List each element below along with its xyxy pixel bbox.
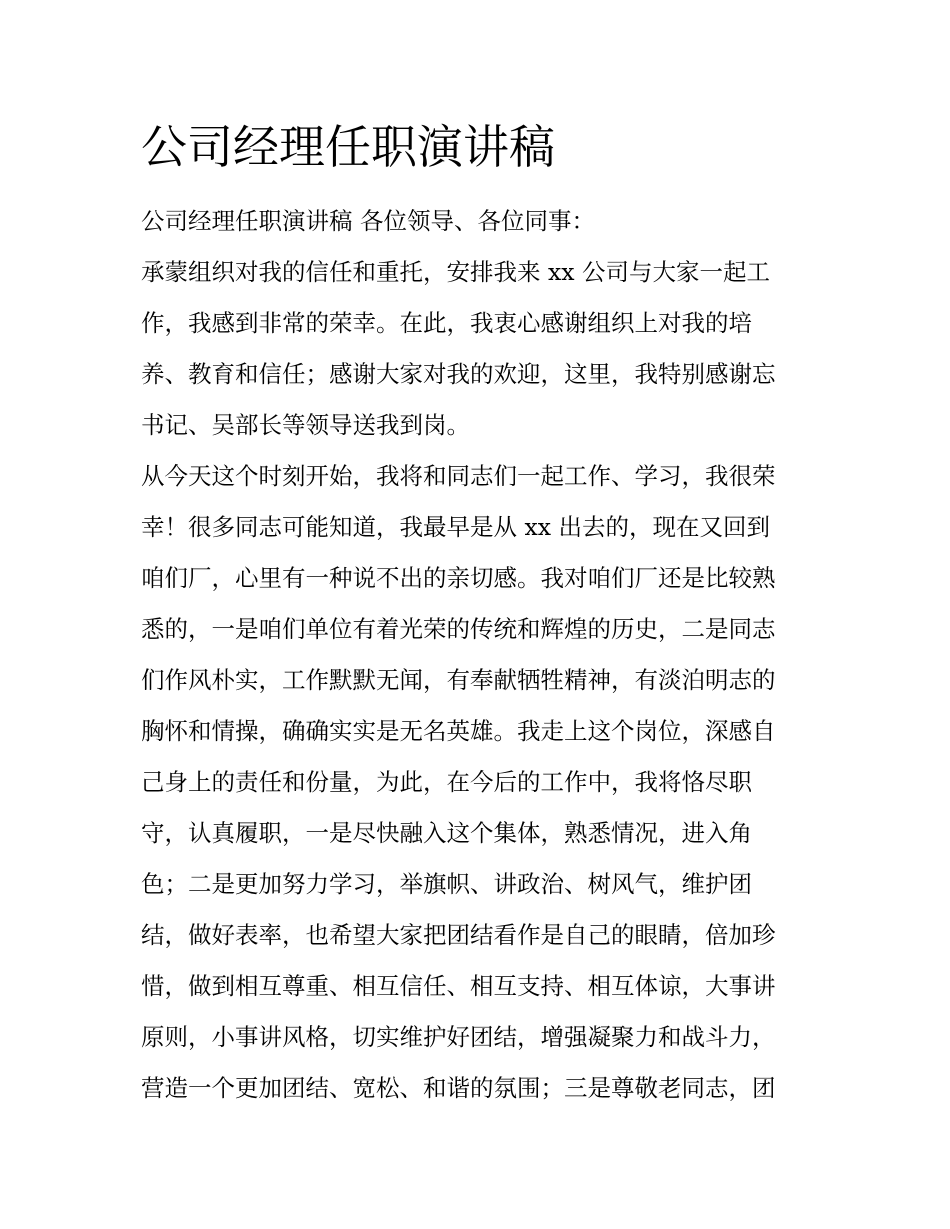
body-line: 公司经理任职演讲稿 各位领导、各位同事： — [141, 207, 595, 235]
body-line: 咱们厂，心里有一种说不出的亲切感。我对咱们厂还是比较熟 — [141, 564, 776, 592]
body-line: 悉的，一是咱们单位有着光荣的传统和辉煌的历史，二是同志 — [141, 615, 776, 643]
body-line: 们作风朴实，工作默默无闻，有奉献牺牲精神，有淡泊明志的 — [141, 666, 776, 694]
body-line: 胸怀和情操，确确实实是无名英雄。我走上这个岗位，深感自 — [141, 717, 776, 745]
body-line: 从今天这个时刻开始，我将和同志们一起工作、学习，我很荣 — [141, 462, 776, 490]
body-line: 惜，做到相互尊重、相互信任、相互支持、相互体谅，大事讲 — [141, 972, 776, 1000]
body-line: 书记、吴部长等领导送我到岗。 — [141, 411, 470, 439]
document-title: 公司经理任职演讲稿 — [141, 120, 555, 174]
document-body — [141, 196, 813, 1114]
body-line: 承蒙组织对我的信任和重托，安排我来 xx 公司与大家一起工 — [141, 258, 770, 286]
body-line: 幸！很多同志可能知道，我最早是从 xx 出去的，现在又回到 — [141, 513, 770, 541]
body-line: 营造一个更加团结、宽松、和谐的氛围；三是尊敬老同志，团 — [141, 1074, 776, 1102]
body-line: 色；二是更加努力学习，举旗帜、讲政治、树风气，维护团 — [141, 870, 752, 898]
document-content — [141, 112, 813, 1114]
body-line: 结，做好表率，也希望大家把团结看作是自己的眼睛，倍加珍 — [141, 921, 776, 949]
body-line: 原则，小事讲风格，切实维护好团结，增强凝聚力和战斗力， — [141, 1023, 776, 1051]
body-line: 守，认真履职，一是尽快融入这个集体，熟悉情况，进入角 — [141, 819, 752, 847]
body-line: 养、教育和信任；感谢大家对我的欢迎，这里，我特别感谢忘 — [141, 360, 776, 388]
body-line: 作，我感到非常的荣幸。在此，我衷心感谢组织上对我的培 — [141, 309, 752, 337]
body-line: 己身上的责任和份量，为此，在今后的工作中，我将恪尽职 — [141, 768, 752, 796]
